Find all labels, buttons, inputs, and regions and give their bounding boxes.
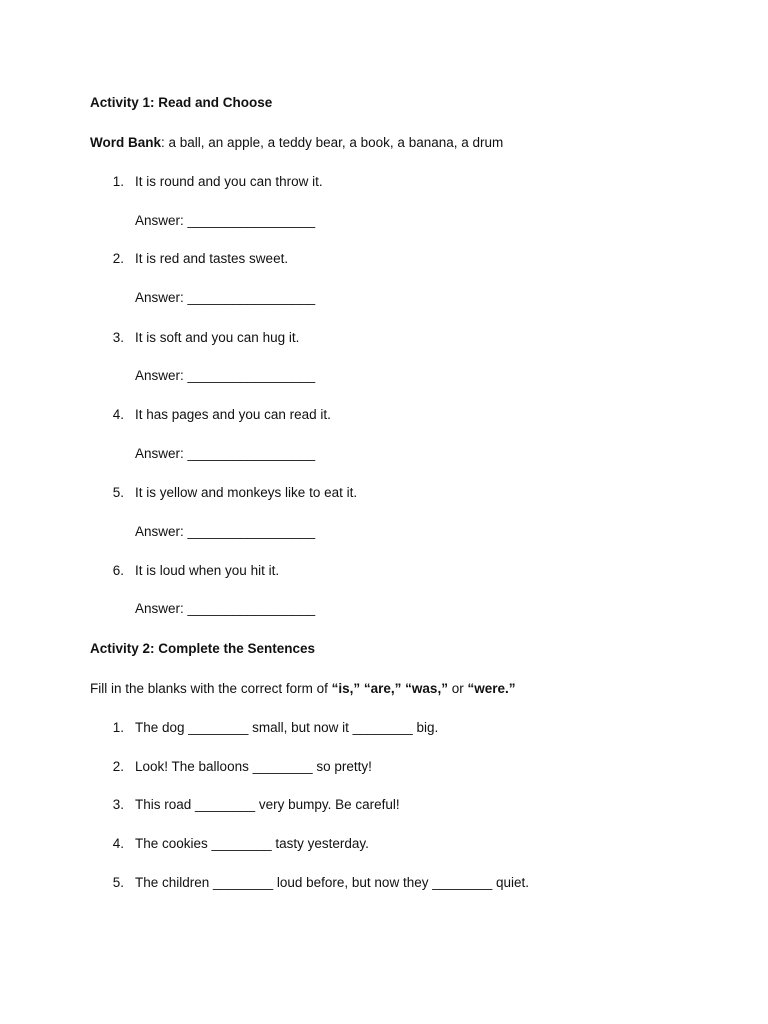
activity2-item-5-text: The children ________ loud before, but now they ________ quiet. bbox=[135, 875, 530, 890]
word-bank-label: Word Bank bbox=[90, 135, 162, 150]
activity1-item-3-text: It is soft and you can hug it. bbox=[135, 330, 300, 345]
activity2-item-3-number: 3. bbox=[112, 797, 124, 812]
activity1-heading: Activity 1: Read and Choose bbox=[90, 95, 273, 110]
activity1-item-1-text: It is round and you can throw it. bbox=[135, 174, 323, 189]
activity1-item-6-number: 6. bbox=[112, 563, 124, 578]
activity2-heading: Activity 2: Complete the Sentences bbox=[90, 641, 316, 656]
activity1-item-2-answer: Answer: _________________ bbox=[135, 290, 316, 305]
word-was: “was,” bbox=[405, 681, 448, 696]
activity1-item-1-number: 1. bbox=[112, 174, 124, 189]
instruction-or: or bbox=[447, 681, 468, 696]
activity1-item-4-answer: Answer: _________________ bbox=[135, 446, 316, 461]
activity2-item-4-text: The cookies ________ tasty yesterday. bbox=[135, 836, 369, 851]
activity2-item-2-number: 2. bbox=[112, 759, 124, 774]
activity1-item-5-answer: Answer: _________________ bbox=[135, 524, 316, 539]
activity2-item-4-number: 4. bbox=[112, 836, 124, 851]
activity2-item-1-text: The dog ________ small, but now it ________ big. bbox=[135, 720, 439, 735]
activity1-item-6-answer: Answer: _________________ bbox=[135, 601, 316, 616]
activity1-item-1-answer: Answer: _________________ bbox=[135, 213, 316, 228]
activity2-item-2-text: Look! The balloons ________ so pretty! bbox=[135, 759, 372, 774]
word-is: “is,” bbox=[331, 681, 361, 696]
activity2-item-3-text: This road ________ very bumpy. Be careful! bbox=[135, 797, 400, 812]
activity1-item-2-text: It is red and tastes sweet. bbox=[135, 251, 289, 266]
instruction-prefix: Fill in the blanks with the correct form of bbox=[90, 681, 332, 696]
word-are: “are,” bbox=[363, 681, 402, 696]
activity2-instruction bbox=[90, 680, 516, 698]
activity1-item-3-number: 3. bbox=[112, 330, 124, 345]
activity2-item-5-number: 5. bbox=[112, 875, 124, 890]
word-were: “were.” bbox=[467, 681, 516, 696]
activity2-item-1-number: 1. bbox=[112, 720, 124, 735]
word-bank bbox=[90, 134, 503, 152]
activity1-item-2-number: 2. bbox=[112, 251, 124, 266]
word-bank-text: : a ball, an apple, a teddy bear, a book, a banana, a drum bbox=[161, 135, 504, 150]
activity1-item-4-number: 4. bbox=[112, 407, 124, 422]
activity1-item-3-answer: Answer: _________________ bbox=[135, 368, 316, 383]
activity1-item-6-text: It is loud when you hit it. bbox=[135, 563, 280, 578]
activity1-item-5-number: 5. bbox=[112, 485, 124, 500]
activity1-item-4-text: It has pages and you can read it. bbox=[135, 407, 331, 422]
activity1-item-5-text: It is yellow and monkeys like to eat it. bbox=[135, 485, 358, 500]
